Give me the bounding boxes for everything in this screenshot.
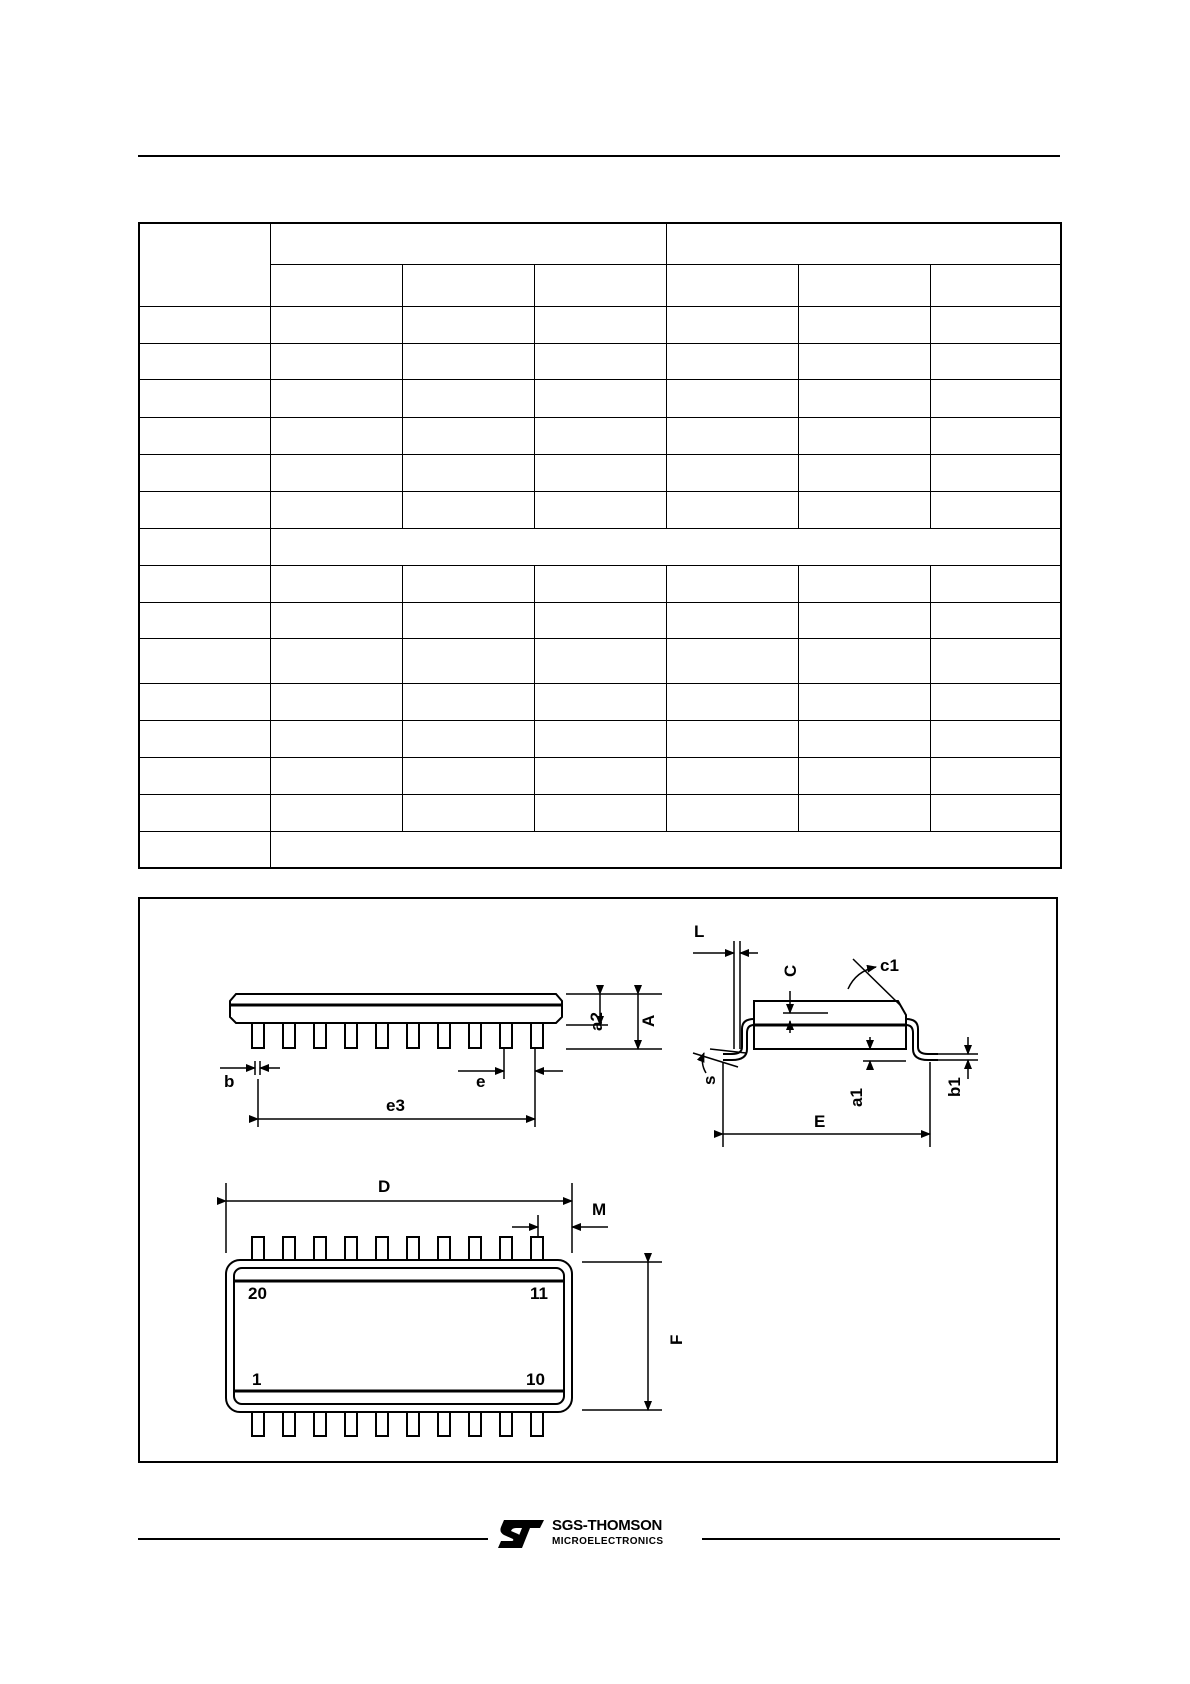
pin-20-label: 20 xyxy=(248,1284,267,1303)
bottom-lead xyxy=(376,1412,388,1436)
table-row xyxy=(139,683,1061,720)
table-row xyxy=(139,565,1061,602)
table-row-merged xyxy=(139,831,1061,868)
table-cell xyxy=(139,757,270,794)
table-row xyxy=(139,306,1061,343)
header-cell xyxy=(930,264,1061,306)
table-cell xyxy=(798,343,930,379)
table-cell xyxy=(270,491,402,528)
label-D: D xyxy=(378,1177,391,1196)
table-cell xyxy=(798,720,930,757)
header-rule xyxy=(138,155,1060,157)
pin-1-label: 1 xyxy=(252,1370,262,1389)
top-lead xyxy=(500,1237,512,1260)
table-cell xyxy=(930,757,1061,794)
label-F: F xyxy=(667,1334,686,1345)
table-cell xyxy=(139,638,270,683)
end-view xyxy=(693,941,978,1147)
brand-name: SGS-THOMSON xyxy=(552,1517,663,1534)
table-cell xyxy=(402,720,534,757)
table-cell xyxy=(534,602,666,638)
table-row xyxy=(139,602,1061,638)
table-cell xyxy=(270,638,402,683)
side-lead xyxy=(283,1023,295,1048)
table-cell xyxy=(139,417,270,454)
table-cell xyxy=(930,720,1061,757)
bottom-lead xyxy=(407,1412,419,1436)
label-b1: b1 xyxy=(945,1077,964,1097)
header-cell xyxy=(270,264,402,306)
table-row xyxy=(139,757,1061,794)
table-cell xyxy=(666,720,798,757)
table-row xyxy=(139,417,1061,454)
bottom-lead xyxy=(531,1412,543,1436)
footer-rule-left xyxy=(138,1538,488,1540)
table-row xyxy=(139,794,1061,831)
bottom-lead xyxy=(345,1412,357,1436)
table-cell xyxy=(930,602,1061,638)
inch-header-cell xyxy=(666,223,1061,264)
table-cell xyxy=(534,454,666,491)
dimension-table xyxy=(138,222,1062,869)
side-lead xyxy=(531,1023,543,1048)
table-cell xyxy=(930,454,1061,491)
table-cell xyxy=(402,602,534,638)
side-lead xyxy=(438,1023,450,1048)
table-cell xyxy=(534,720,666,757)
table-cell xyxy=(930,306,1061,343)
table-cell xyxy=(270,565,402,602)
table-cell xyxy=(930,417,1061,454)
table-cell xyxy=(139,343,270,379)
table-cell xyxy=(139,565,270,602)
table-row-merged xyxy=(139,528,1061,565)
table-cell xyxy=(930,638,1061,683)
table-cell xyxy=(666,757,798,794)
dim-header-cell xyxy=(139,223,270,306)
table-cell xyxy=(534,683,666,720)
top-lead xyxy=(531,1237,543,1260)
bottom-lead xyxy=(500,1412,512,1436)
table-row xyxy=(139,454,1061,491)
table-cell xyxy=(270,720,402,757)
label-E: E xyxy=(814,1112,826,1131)
top-lead xyxy=(314,1237,326,1260)
top-lead xyxy=(252,1237,264,1260)
table-cell xyxy=(930,794,1061,831)
table-cell xyxy=(402,379,534,417)
table-cell xyxy=(666,379,798,417)
table-cell xyxy=(139,602,270,638)
top-lead xyxy=(438,1237,450,1260)
table-cell xyxy=(798,602,930,638)
table-cell xyxy=(798,454,930,491)
table-cell-merged xyxy=(270,831,1061,868)
table-cell xyxy=(270,379,402,417)
table-cell xyxy=(270,794,402,831)
bottom-lead xyxy=(314,1412,326,1436)
pin-11-label: 11 xyxy=(530,1284,548,1303)
table-cell xyxy=(139,306,270,343)
table-cell xyxy=(534,491,666,528)
table-cell xyxy=(930,343,1061,379)
side-leads xyxy=(252,1023,543,1048)
side-lead xyxy=(252,1023,264,1048)
bottom-lead xyxy=(283,1412,295,1436)
table-cell xyxy=(798,565,930,602)
table-cell xyxy=(666,491,798,528)
table-row xyxy=(139,379,1061,417)
table-cell-merged xyxy=(270,528,1061,565)
bottom-lead xyxy=(469,1412,481,1436)
table-cell xyxy=(798,794,930,831)
label-C: C xyxy=(781,964,800,977)
table-cell xyxy=(534,565,666,602)
table-cell xyxy=(534,794,666,831)
table-cell xyxy=(666,794,798,831)
table-cell xyxy=(402,343,534,379)
table-subheader-row xyxy=(139,264,1061,306)
table-cell xyxy=(666,343,798,379)
table-cell xyxy=(402,491,534,528)
top-lead xyxy=(469,1237,481,1260)
bottom-lead xyxy=(252,1412,264,1436)
table-cell xyxy=(402,794,534,831)
header-cell xyxy=(534,264,666,306)
table-cell xyxy=(270,343,402,379)
header-cell xyxy=(666,264,798,306)
side-lead xyxy=(407,1023,419,1048)
table-cell xyxy=(139,720,270,757)
table-cell xyxy=(139,683,270,720)
table-cell xyxy=(402,454,534,491)
table-cell xyxy=(666,638,798,683)
table-cell xyxy=(139,794,270,831)
table-cell xyxy=(930,683,1061,720)
label-c1: c1 xyxy=(880,956,899,975)
brand-subtitle: MICROELECTRONICS xyxy=(552,1536,664,1547)
table-cell xyxy=(402,638,534,683)
table-cell xyxy=(666,565,798,602)
table-header-row xyxy=(139,223,1061,264)
table-cell xyxy=(402,306,534,343)
table-row xyxy=(139,491,1061,528)
bottom-lead xyxy=(438,1412,450,1436)
table-cell xyxy=(139,454,270,491)
table-cell xyxy=(534,638,666,683)
label-a1: a1 xyxy=(847,1088,866,1107)
side-lead xyxy=(376,1023,388,1048)
table-cell xyxy=(534,379,666,417)
header-cell xyxy=(798,264,930,306)
label-s: s xyxy=(700,1075,719,1085)
label-a2: a2 xyxy=(587,1012,606,1031)
table-cell xyxy=(798,757,930,794)
table-cell xyxy=(666,602,798,638)
pin-10-label: 10 xyxy=(526,1370,545,1389)
table-cell xyxy=(930,565,1061,602)
table-cell xyxy=(666,417,798,454)
label-b: b xyxy=(224,1072,235,1091)
table-cell xyxy=(798,306,930,343)
side-lead xyxy=(500,1023,512,1048)
table-row xyxy=(139,720,1061,757)
table-cell xyxy=(798,683,930,720)
side-lead xyxy=(314,1023,326,1048)
footer-rule-right xyxy=(702,1538,1060,1540)
table-row xyxy=(139,638,1061,683)
table-cell xyxy=(270,306,402,343)
table-cell xyxy=(798,491,930,528)
table-cell xyxy=(534,343,666,379)
table-cell xyxy=(402,683,534,720)
top-lead xyxy=(376,1237,388,1260)
table-cell xyxy=(534,757,666,794)
table-cell xyxy=(270,683,402,720)
package-outline-drawing xyxy=(138,897,1058,1463)
table-cell xyxy=(402,565,534,602)
label-A: A xyxy=(639,1014,658,1027)
table-cell xyxy=(270,454,402,491)
table-cell xyxy=(270,602,402,638)
table-cell xyxy=(798,417,930,454)
label-M: M xyxy=(592,1200,607,1219)
table-cell xyxy=(930,379,1061,417)
table-cell xyxy=(798,638,930,683)
top-lead xyxy=(407,1237,419,1260)
table-cell xyxy=(139,379,270,417)
table-cell xyxy=(139,491,270,528)
mm-header-cell xyxy=(270,223,666,264)
table-cell xyxy=(798,379,930,417)
top-lead xyxy=(345,1237,357,1260)
side-lead xyxy=(345,1023,357,1048)
label-L: L xyxy=(694,922,705,941)
label-e: e xyxy=(476,1072,486,1091)
st-logo-icon xyxy=(496,1516,546,1550)
table-cell xyxy=(666,306,798,343)
table-cell xyxy=(666,683,798,720)
top-view xyxy=(226,1183,662,1436)
table-cell xyxy=(139,831,270,868)
brand-logo xyxy=(496,1514,696,1554)
table-cell xyxy=(270,757,402,794)
label-e3: e3 xyxy=(386,1096,405,1115)
table-row xyxy=(139,343,1061,379)
table-cell xyxy=(139,528,270,565)
table-cell xyxy=(930,491,1061,528)
table-cell xyxy=(534,417,666,454)
table-cell xyxy=(270,417,402,454)
side-lead xyxy=(469,1023,481,1048)
table-cell xyxy=(534,306,666,343)
table-cell xyxy=(666,454,798,491)
top-lead xyxy=(283,1237,295,1260)
table-cell xyxy=(402,757,534,794)
header-cell xyxy=(402,264,534,306)
table-cell xyxy=(402,417,534,454)
